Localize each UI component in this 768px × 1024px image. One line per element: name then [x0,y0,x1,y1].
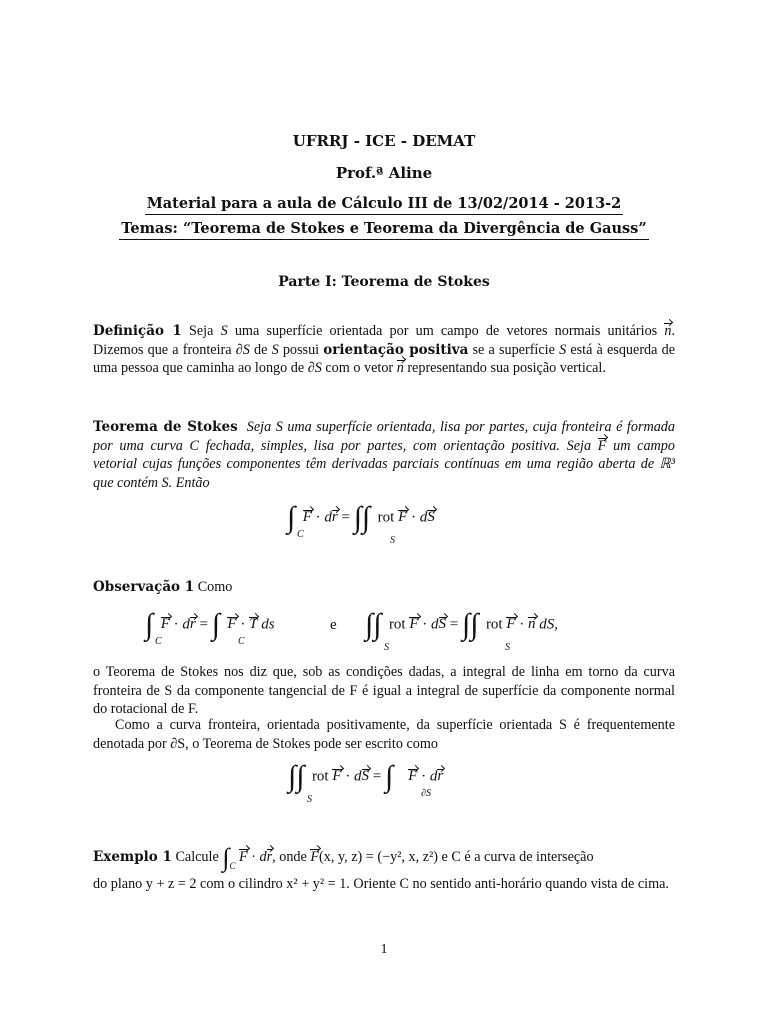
sub-C: C [297,529,304,540]
r-vector: r [189,616,196,633]
stokes-theorem [93,418,675,492]
dot: · [515,616,529,633]
line-integral-sign: ∫ [211,608,220,641]
theorem-label: Teorema de Stokes [93,419,238,435]
F-vector: F [310,849,320,865]
dot: · [418,616,432,633]
def-text: possui [278,341,324,358]
ds: ds [261,616,275,633]
d: d [324,509,332,526]
stokes-equation [287,501,435,546]
observation-paragraph-2: Como a curva fronteira, orientada positivamente, da superfície orientada S é frequentemente denotada por ∂S, o Teorema de Stokes pode ser escrito como [93,717,675,752]
sub-C: C [238,636,245,647]
d: d [431,616,439,633]
def-text: está à esquerda de uma pessoa que caminha ao longo de [93,341,675,377]
theorem-F-vector: F [597,437,607,454]
observation-label: Observação 1 [93,579,195,595]
observation-equation-right [365,608,559,653]
r-vector: r [331,509,338,526]
equals: = [195,616,212,633]
d: d [354,768,362,785]
F-vector: F [398,509,408,526]
def-text: Seja [181,323,221,339]
double-integral-sign: ∫∫ [365,608,382,641]
F-vector: F [302,509,312,526]
dot: · [236,616,250,633]
sub-boundary: ∂S [421,788,431,799]
def-text: representando sua posição vertical. [403,360,606,377]
institution-header: UFRRJ - ICE - DEMAT [292,132,476,150]
def-boundary: ∂S [235,341,250,358]
equals: = [337,509,354,526]
example-text: (x, y, z) = (−y², x, z²) e C é a curva de interseção [319,849,594,865]
d: d [419,509,428,526]
r-vector: r [437,768,444,785]
n-vector: n [528,616,536,633]
line-integral-sign: ∫ [145,608,154,641]
obs-text: Como [194,579,233,595]
equals: = [446,616,462,633]
dot: · [407,509,420,526]
F-vector: F [506,616,516,633]
def-S: S [220,323,228,339]
dot: · [247,849,260,865]
S-vector: S [361,768,370,785]
example-label: Exemplo 1 [93,849,172,865]
example-1-continued: do plano y + z = 2 com o cilindro x² + y² = 1. Oriente C no sentido anti-horário quando vista de cima. [93,876,669,892]
F-vector: F [160,616,170,633]
theorem-text: Seja S uma superfície orientada, lisa por partes, cuja fronteira é formada por uma curva C fechada, simples, lisa por partes, com orientação positiva. Seja [93,419,675,454]
line-integral-sign: ∫ [385,760,394,793]
rot: rot [485,616,503,633]
def-bold-term: orientação positiva [323,341,469,358]
d: d [259,849,267,865]
def-text: . Dizemos que a fronteira [93,323,676,358]
d: d [429,768,438,785]
professor-name: Prof.ª Aline [335,164,433,182]
line-integral-sign: ∫ [222,842,230,872]
definition-1 [93,322,675,378]
F-vector: F [408,768,418,785]
temas-title [0,220,768,240]
sub-S: S [390,535,395,546]
sub-S: S [307,794,312,805]
observation-1 [93,578,675,597]
sub-S: S [384,642,389,653]
definition-label: Definição 1 [93,323,182,339]
equals: = [369,768,385,785]
example-text: , onde [272,849,311,865]
example-1 [93,842,675,876]
stokes-equation-boundary [288,760,444,805]
d: d [182,616,190,633]
r-vector: r [266,849,273,865]
dot: · [311,509,325,526]
page-number: 1 [380,942,388,957]
def-n-vector: n [664,323,672,339]
dot: · [417,768,430,785]
double-integral-sign: ∫∫ [353,501,371,534]
dS: dS, [539,616,559,633]
temas-title-text: Temas: “Teorema de Stokes e Teorema da Divergência de Gauss” [119,220,648,240]
sub-C: C [229,861,236,871]
double-integral-sign: ∫∫ [288,760,305,793]
def-text: se a superfície [468,341,560,358]
F-vector: F [332,768,342,785]
S-vector: S [438,616,447,633]
def-S: S [271,341,279,358]
part-title: Parte I: Teorema de Stokes [278,274,490,290]
dot: · [341,768,355,785]
rot: rot [377,509,395,526]
def-S: S [559,341,567,358]
S-vector: S [427,509,435,526]
F-vector: F [409,616,419,633]
sub-C: C [155,636,162,647]
def-text: de [249,341,272,358]
F-vector: F [239,849,248,865]
observation-paragraph-1: o Teorema de Stokes nos diz que, sob as condições dadas, a integral de linha em torno da curva fronteira de S da componente tangencial de F é igual a integral de superfície da componente normal do rotacional de F. [93,664,675,718]
obs-conjunction: e [330,617,337,633]
dot: · [169,616,183,633]
T-vector: T [249,616,258,633]
def-text: uma superfície orientada por um campo de vetores normais unitários [227,323,665,339]
def-text: com o vetor [321,360,397,377]
material-title [0,195,768,215]
line-integral-sign: ∫ [287,501,296,534]
double-integral-sign: ∫∫ [462,608,479,641]
def-n-vector: n [396,360,404,377]
theorem-text: um campo vetorial cujas funções componentes têm derivadas parciais contínuas em uma região aberta de ℝ³ que contém S. Então [93,437,675,491]
example-text: Calcule [171,849,219,865]
rot: rot [311,768,329,785]
material-title-text: Material para a aula de Cálculo III de 13/02/2014 - 2013-2 [145,195,624,215]
def-boundary: ∂S [307,360,322,377]
sub-S: S [505,642,510,653]
rot: rot [388,616,406,633]
observation-equation-left [145,608,275,647]
F-vector: F [227,616,237,633]
